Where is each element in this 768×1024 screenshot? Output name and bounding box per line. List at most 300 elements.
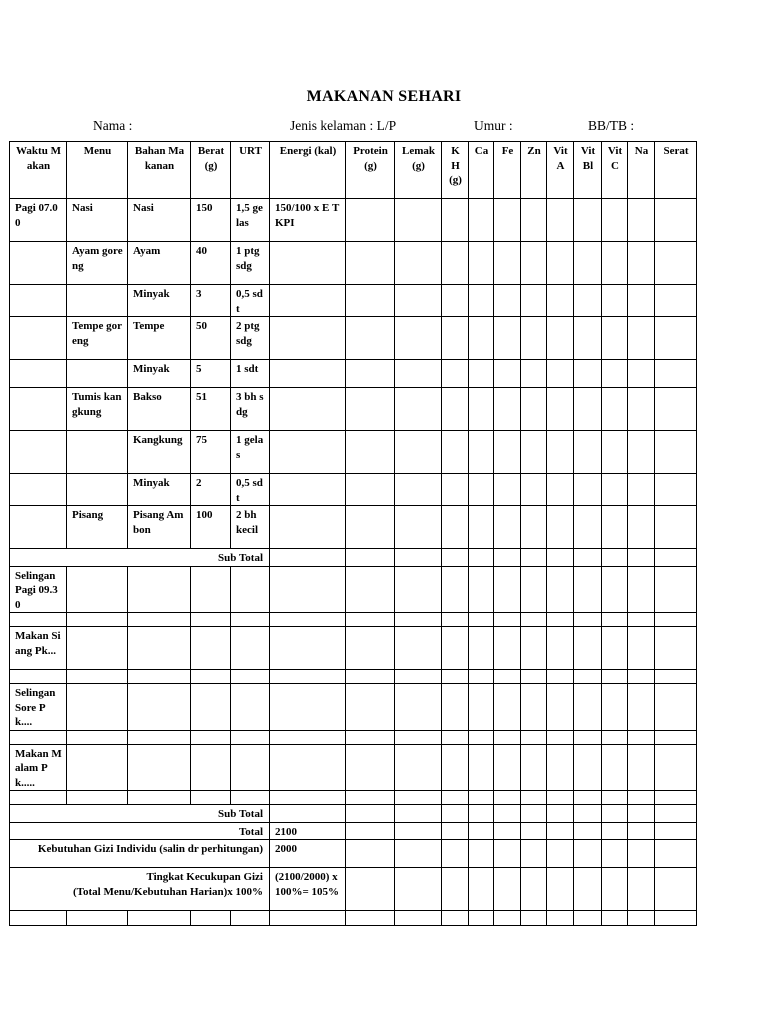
nutrient-cell (67, 730, 128, 744)
meal-row (10, 684, 697, 731)
nutrient-cell (574, 474, 602, 506)
cell-waktu (10, 317, 67, 360)
nutrient-cell (442, 911, 469, 926)
nutrient-cell (547, 868, 574, 911)
meal-row (10, 744, 697, 791)
subtotal-label: Sub Total (10, 549, 270, 567)
nutrient-cell (395, 388, 442, 431)
nutrient-cell (395, 566, 442, 613)
nutrient-cell (346, 744, 395, 791)
nutrient-cell (494, 506, 521, 549)
cell-waktu (10, 242, 67, 285)
nutrient-cell (346, 684, 395, 731)
nutrient-cell (574, 360, 602, 388)
nutrient-cell (128, 684, 191, 731)
nutrient-cell (574, 840, 602, 868)
nutrient-cell (442, 566, 469, 613)
nutrient-cell (547, 431, 574, 474)
nutrient-cell (395, 730, 442, 744)
nutrient-cell (67, 627, 128, 670)
nutrient-cell (628, 431, 655, 474)
nutrient-cell (547, 613, 574, 627)
nutrient-cell (655, 199, 697, 242)
nutrient-cell (442, 822, 469, 840)
nutrient-cell (574, 506, 602, 549)
nutrient-cell (270, 791, 346, 805)
nutrient-cell (521, 730, 547, 744)
nutrient-cell (395, 242, 442, 285)
nutrient-cell (191, 911, 231, 926)
nutrient-cell (521, 388, 547, 431)
nutrient-cell (655, 911, 697, 926)
nutrient-cell (521, 822, 547, 840)
meal-spacer-row (10, 670, 697, 684)
nutrient-cell (346, 868, 395, 911)
nutrient-cell (494, 431, 521, 474)
cell-urt: 2 ptg sdg (231, 317, 270, 360)
nutrient-cell (395, 911, 442, 926)
cell-berat: 40 (191, 242, 231, 285)
nutrient-cell (191, 730, 231, 744)
nutrient-cell (628, 388, 655, 431)
cell-waktu (10, 431, 67, 474)
nutrient-cell (231, 744, 270, 791)
nutrient-cell (442, 684, 469, 731)
nutrient-cell (442, 730, 469, 744)
nutrient-cell (469, 388, 494, 431)
nutrient-cell (469, 506, 494, 549)
header-zn: Zn (521, 142, 547, 199)
nutrient-cell (494, 840, 521, 868)
nutrient-cell (346, 911, 395, 926)
nutrient-cell (231, 911, 270, 926)
nutrient-cell (469, 285, 494, 317)
nutrient-cell (628, 684, 655, 731)
nutrient-cell (602, 549, 628, 567)
nutrient-cell (655, 242, 697, 285)
cell-berat: 50 (191, 317, 231, 360)
nutrient-cell (628, 822, 655, 840)
nutrient-cell (346, 199, 395, 242)
nutrient-cell (574, 805, 602, 823)
subtotal-row (10, 805, 697, 823)
nutrient-cell (628, 868, 655, 911)
cell-urt: 1 sdt (231, 360, 270, 388)
nutrient-cell (346, 317, 395, 360)
nutrient-cell (442, 199, 469, 242)
nutrient-cell (67, 670, 128, 684)
nutrient-cell (442, 840, 469, 868)
cell-energi (270, 360, 346, 388)
meal-label: Selingan Pagi 09.30 (10, 566, 67, 613)
cell-bahan: Kangkung (128, 431, 191, 474)
nutrient-cell (655, 791, 697, 805)
nutrient-cell (395, 317, 442, 360)
nutrient-cell (602, 360, 628, 388)
cell-energi: 150/100 x E TKPI (270, 199, 346, 242)
cell-waktu (10, 285, 67, 317)
nutrient-cell (128, 566, 191, 613)
nutrient-cell (655, 360, 697, 388)
nutrient-cell (494, 911, 521, 926)
cell-bahan: Tempe (128, 317, 191, 360)
nutrient-cell (494, 474, 521, 506)
nutrient-cell (574, 911, 602, 926)
nutrient-cell (574, 566, 602, 613)
nutrient-cell (655, 613, 697, 627)
nutrient-cell (602, 613, 628, 627)
nutrient-cell (270, 627, 346, 670)
nutrient-cell (395, 840, 442, 868)
nutrient-cell (602, 242, 628, 285)
nutrient-cell (521, 627, 547, 670)
nutrient-cell (469, 360, 494, 388)
nutrient-cell (395, 805, 442, 823)
cell-berat: 2 (191, 474, 231, 506)
header-vit-c: VitC (602, 142, 628, 199)
nutrient-cell (494, 549, 521, 567)
nutrient-cell (602, 805, 628, 823)
cell-bahan: Minyak (128, 285, 191, 317)
nutrient-cell (628, 242, 655, 285)
nutrient-cell (395, 613, 442, 627)
nutrient-cell (67, 744, 128, 791)
nutrient-cell (494, 791, 521, 805)
nutrient-cell (655, 730, 697, 744)
nutrient-cell (346, 805, 395, 823)
nutrient-cell (395, 791, 442, 805)
nutrient-cell (442, 506, 469, 549)
nutrient-cell (602, 730, 628, 744)
nutrient-cell (574, 670, 602, 684)
nutrient-cell (628, 549, 655, 567)
food-row (10, 360, 697, 388)
food-row (10, 431, 697, 474)
nutrient-cell (346, 791, 395, 805)
nutrient-cell (469, 840, 494, 868)
cell-urt: 0,5 sdt (231, 285, 270, 317)
nutrient-cell (521, 670, 547, 684)
nutrient-cell (602, 868, 628, 911)
food-row (10, 474, 697, 506)
nutrient-cell (10, 911, 67, 926)
nutrient-cell (128, 730, 191, 744)
nutrient-cell (494, 242, 521, 285)
nutrient-cell (346, 566, 395, 613)
nutrient-cell (191, 566, 231, 613)
nutrient-cell (494, 805, 521, 823)
header-waktu: Waktu Makan (10, 142, 67, 199)
nutrient-cell (346, 822, 395, 840)
nutrient-cell (547, 840, 574, 868)
nutrient-cell (346, 613, 395, 627)
meal-label: Makan Siang Pk... (10, 627, 67, 670)
cell-menu (67, 474, 128, 506)
nutrient-cell (469, 911, 494, 926)
nutrient-cell (628, 360, 655, 388)
nutrient-cell (494, 566, 521, 613)
nutrient-cell (574, 730, 602, 744)
nutrient-cell (231, 566, 270, 613)
nutrient-cell (10, 791, 67, 805)
cell-waktu (10, 474, 67, 506)
nutrient-cell (10, 613, 67, 627)
nutrient-cell (602, 431, 628, 474)
nutrient-cell (191, 670, 231, 684)
nutrient-cell (469, 868, 494, 911)
nutrient-cell (346, 670, 395, 684)
nutrient-cell (602, 388, 628, 431)
nutrient-cell (67, 791, 128, 805)
nutrient-cell (494, 199, 521, 242)
nutrient-cell (602, 744, 628, 791)
cell-berat: 75 (191, 431, 231, 474)
cell-berat: 150 (191, 199, 231, 242)
subtotal-row (10, 549, 697, 567)
nutrient-cell (602, 566, 628, 613)
nutrient-cell (574, 317, 602, 360)
nutrient-cell (494, 730, 521, 744)
nutrient-cell (574, 549, 602, 567)
nutrient-cell (574, 627, 602, 670)
nutrient-cell (574, 868, 602, 911)
nutrient-cell (521, 199, 547, 242)
umur-field: Umur : (474, 118, 513, 133)
nutrient-cell (270, 911, 346, 926)
cell-urt: 3 bh sdg (231, 388, 270, 431)
nutrient-cell (346, 431, 395, 474)
header-vit-b1: VitBl (574, 142, 602, 199)
nutrient-cell (469, 242, 494, 285)
nutrient-cell (574, 199, 602, 242)
cell-menu (67, 360, 128, 388)
nutrient-cell (442, 549, 469, 567)
nutrient-cell (270, 805, 346, 823)
nutrient-cell (547, 360, 574, 388)
nutrient-cell (547, 199, 574, 242)
nutrient-cell (521, 360, 547, 388)
header-bahan: Bahan Makanan (128, 142, 191, 199)
cell-menu: Tumis kangkung (67, 388, 128, 431)
cell-urt: 0,5 sdt (231, 474, 270, 506)
nutrient-cell (521, 684, 547, 731)
nutrient-cell (469, 791, 494, 805)
nutrient-cell (602, 474, 628, 506)
nutrient-cell (521, 805, 547, 823)
header-berat: Berat (g) (191, 142, 231, 199)
nutrient-cell (346, 474, 395, 506)
kebutuhan-value: 2000 (270, 840, 346, 868)
nutrient-cell (602, 285, 628, 317)
cell-bahan: Bakso (128, 388, 191, 431)
meal-row (10, 566, 697, 613)
nutrient-cell (395, 744, 442, 791)
nutrient-cell (270, 744, 346, 791)
header-vit-a: VitA (547, 142, 574, 199)
nutrient-cell (547, 670, 574, 684)
nutrient-cell (231, 627, 270, 670)
nutrient-cell (442, 613, 469, 627)
nutrient-cell (395, 199, 442, 242)
nutrient-cell (442, 317, 469, 360)
header-protein: Protein (g) (346, 142, 395, 199)
cell-waktu (10, 506, 67, 549)
food-row (10, 388, 697, 431)
jenis-kelamin-field: Jenis kelaman : L/P (290, 118, 397, 133)
meal-label: Selingan Sore Pk.... (10, 684, 67, 731)
identity-line (0, 118, 768, 136)
tingkat-label-line2: (Total Menu/Kebutuhan Harian)x 100% (73, 885, 263, 898)
total-label: Total (10, 822, 270, 840)
nutrient-cell (191, 684, 231, 731)
nutrient-cell (521, 744, 547, 791)
nutrient-cell (628, 627, 655, 670)
nutrient-cell (395, 549, 442, 567)
nutrient-cell (574, 285, 602, 317)
nutrient-cell (231, 613, 270, 627)
nutrient-cell (469, 199, 494, 242)
nutrient-cell (655, 805, 697, 823)
cell-waktu (10, 388, 67, 431)
meal-spacer-row (10, 791, 697, 805)
nutrient-cell (602, 822, 628, 840)
nutrient-cell (628, 285, 655, 317)
nutrient-cell (270, 566, 346, 613)
cell-energi (270, 242, 346, 285)
header-urt: URT (231, 142, 270, 199)
nutrient-cell (655, 684, 697, 731)
nutrient-cell (602, 840, 628, 868)
tingkat-value: (2100/2000) x 100%= 105% (270, 868, 346, 911)
nutrient-cell (128, 613, 191, 627)
nutrient-cell (128, 744, 191, 791)
header-ca: Ca (469, 142, 494, 199)
cell-bahan: Pisang Ambon (128, 506, 191, 549)
nutrient-cell (521, 840, 547, 868)
nutrient-cell (442, 805, 469, 823)
nutrient-cell (67, 911, 128, 926)
nutrient-cell (628, 730, 655, 744)
nutrient-cell (655, 868, 697, 911)
nutrient-cell (628, 566, 655, 613)
nutrient-cell (346, 388, 395, 431)
nutrient-cell (494, 822, 521, 840)
nutrient-cell (655, 627, 697, 670)
tingkat-row (10, 868, 697, 911)
header-fe: Fe (494, 142, 521, 199)
header-serat: Serat (655, 142, 697, 199)
nutrient-cell (547, 627, 574, 670)
nutrient-cell (655, 285, 697, 317)
cell-energi (270, 388, 346, 431)
nutrient-cell (442, 242, 469, 285)
nutrient-cell (602, 317, 628, 360)
nutrient-cell (521, 242, 547, 285)
nutrient-cell (574, 388, 602, 431)
nutrient-cell (574, 613, 602, 627)
nutrient-cell (628, 506, 655, 549)
subtotal-label: Sub Total (10, 805, 270, 823)
nutrient-cell (574, 242, 602, 285)
header-lemak: Lemak (g) (395, 142, 442, 199)
nutrient-cell (628, 805, 655, 823)
total-value: 2100 (270, 822, 346, 840)
nutrient-cell (67, 566, 128, 613)
nutrient-cell (574, 744, 602, 791)
meal-row (10, 627, 697, 670)
nutrient-cell (574, 822, 602, 840)
nutrient-cell (628, 744, 655, 791)
cell-urt: 1 gelas (231, 431, 270, 474)
nutrient-cell (469, 627, 494, 670)
nutrient-cell (395, 285, 442, 317)
cell-menu: Pisang (67, 506, 128, 549)
nutrient-cell (469, 549, 494, 567)
header-kh: KH(g) (442, 142, 469, 199)
cell-energi (270, 285, 346, 317)
cell-menu (67, 285, 128, 317)
nutrient-cell (231, 730, 270, 744)
nutrient-cell (494, 360, 521, 388)
nutrient-cell (346, 627, 395, 670)
nutrient-cell (547, 822, 574, 840)
nutrient-cell (628, 199, 655, 242)
nutrient-cell (469, 474, 494, 506)
nutrient-cell (547, 791, 574, 805)
nutrient-cell (469, 566, 494, 613)
nutrient-cell (395, 506, 442, 549)
nutrient-cell (469, 822, 494, 840)
nutrient-cell (494, 285, 521, 317)
nutrient-cell (547, 506, 574, 549)
cell-berat: 100 (191, 506, 231, 549)
nutrient-cell (521, 613, 547, 627)
cell-berat: 51 (191, 388, 231, 431)
cell-menu (67, 431, 128, 474)
nutrient-cell (128, 791, 191, 805)
page-title: MAKANAN SEHARI (306, 88, 462, 105)
nutrient-cell (655, 670, 697, 684)
nutrient-cell (191, 744, 231, 791)
nutrient-cell (655, 566, 697, 613)
nutrient-cell (395, 822, 442, 840)
nutrient-cell (521, 868, 547, 911)
nutrient-cell (442, 627, 469, 670)
nutrient-cell (547, 388, 574, 431)
nutrient-cell (494, 868, 521, 911)
nutrient-cell (602, 627, 628, 670)
nutrient-cell (494, 613, 521, 627)
nutrient-cell (128, 911, 191, 926)
nutrient-cell (655, 840, 697, 868)
food-row (10, 317, 697, 360)
cell-energi (270, 431, 346, 474)
nutrient-cell (521, 506, 547, 549)
total-row (10, 822, 697, 840)
nutrient-cell (469, 613, 494, 627)
nutrient-cell (655, 431, 697, 474)
nutrient-cell (574, 684, 602, 731)
header-na: Na (628, 142, 655, 199)
nutrient-cell (395, 360, 442, 388)
cell-bahan: Nasi (128, 199, 191, 242)
food-row (10, 199, 697, 242)
meal-spacer-row (10, 613, 697, 627)
nutrient-cell (602, 911, 628, 926)
nutrient-cell (469, 744, 494, 791)
cell-urt: 1,5 gelas (231, 199, 270, 242)
nutrient-cell (469, 805, 494, 823)
